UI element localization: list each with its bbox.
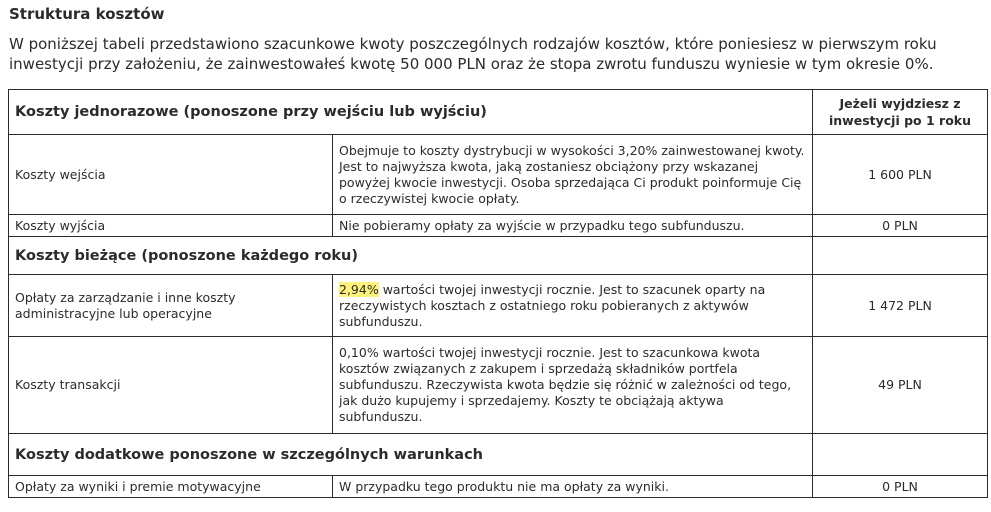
- empty-cell: [813, 237, 988, 275]
- empty-cell: [813, 434, 988, 476]
- table-row-ongoing-header: [9, 237, 988, 275]
- section-heading-ongoing: Koszty bieżące (ponoszone każdego roku): [9, 237, 813, 275]
- table-row: [9, 215, 988, 237]
- row-amount-exit-costs: 0 PLN: [813, 215, 988, 237]
- row-label-exit-costs: Koszty wyjścia: [9, 215, 333, 237]
- row-label-entry-costs: Koszty wejścia: [9, 135, 333, 215]
- highlighted-percentage: 2,94%: [339, 281, 379, 297]
- section-heading-incidental: Koszty dodatkowe ponoszone w szczególnych warunkach: [9, 434, 813, 476]
- row-desc-management-fees: [333, 275, 813, 337]
- row-desc-transaction-costs: 0,10% wartości twojej inwestycji rocznie. Jest to szacunkowa kwota kosztów związanych z zakupem i sprzedażą składników portfela subfunduszu. Rzeczywista kwota będzie się różnić w zależności od tego, jak dużo kupujemy i sprzedajemy. Koszty te obciążają aktywa subfunduszu.: [333, 337, 813, 434]
- cost-table: [8, 89, 988, 498]
- column-header-exit-after-1-year: Jeżeli wyjdziesz z inwestycji po 1 roku: [813, 90, 988, 135]
- table-row: [9, 337, 988, 434]
- row-desc-performance-fees: W przypadku tego produktu nie ma opłaty za wyniki.: [333, 476, 813, 498]
- management-desc-text: wartości twojej inwestycji rocznie. Jest to szacunek oparty na rzeczywistych kosztach z ostatniego roku pobieranych z aktywów subfunduszu.: [339, 281, 766, 329]
- row-label-performance-fees: Opłaty za wyniki i premie motywacyjne: [9, 476, 333, 498]
- row-desc-entry-costs: Obejmuje to koszty dystrybucji w wysokości 3,20% zainwestowanej kwoty. Jest to najwyższa kwota, jaką zostaniesz obciążony przy wskazanej powyżej kwocie inwestycji. Osoba sprzedająca Ci produkt poinformuje Cię o rzeczywistej kwocie opłaty.: [333, 135, 813, 215]
- row-desc-exit-costs: Nie pobieramy opłaty za wyjście w przypadku tego subfunduszu.: [333, 215, 813, 237]
- intro-paragraph: W poniższej tabeli przedstawiono szacunkowe kwoty poszczególnych rodzajów kosztów, które poniesiesz w pierwszym roku inwestycji przy założeniu, że zainwestowałeś kwotę 50 000 PLN oraz że stopa zwrotu funduszu wyniesie w tym okresie 0%.: [9, 35, 937, 73]
- row-amount-entry-costs: 1 600 PLN: [813, 135, 988, 215]
- table-row: [9, 135, 988, 215]
- section-heading-one-off: Koszty jednorazowe (ponoszone przy wejściu lub wyjściu): [9, 90, 813, 135]
- table-row-incidental-header: [9, 434, 988, 476]
- table-row: [9, 275, 988, 337]
- row-amount-performance-fees: 0 PLN: [813, 476, 988, 498]
- row-amount-management-fees: 1 472 PLN: [813, 275, 988, 337]
- row-amount-transaction-costs: 49 PLN: [813, 337, 988, 434]
- row-label-management-fees: Opłaty za zarządzanie i inne koszty administracyjne lub operacyjne: [9, 275, 333, 337]
- section-title: Struktura kosztów: [9, 5, 165, 23]
- row-label-transaction-costs: Koszty transakcji: [9, 337, 333, 434]
- table-row-one-off-header: [9, 90, 988, 135]
- table-row: [9, 476, 988, 498]
